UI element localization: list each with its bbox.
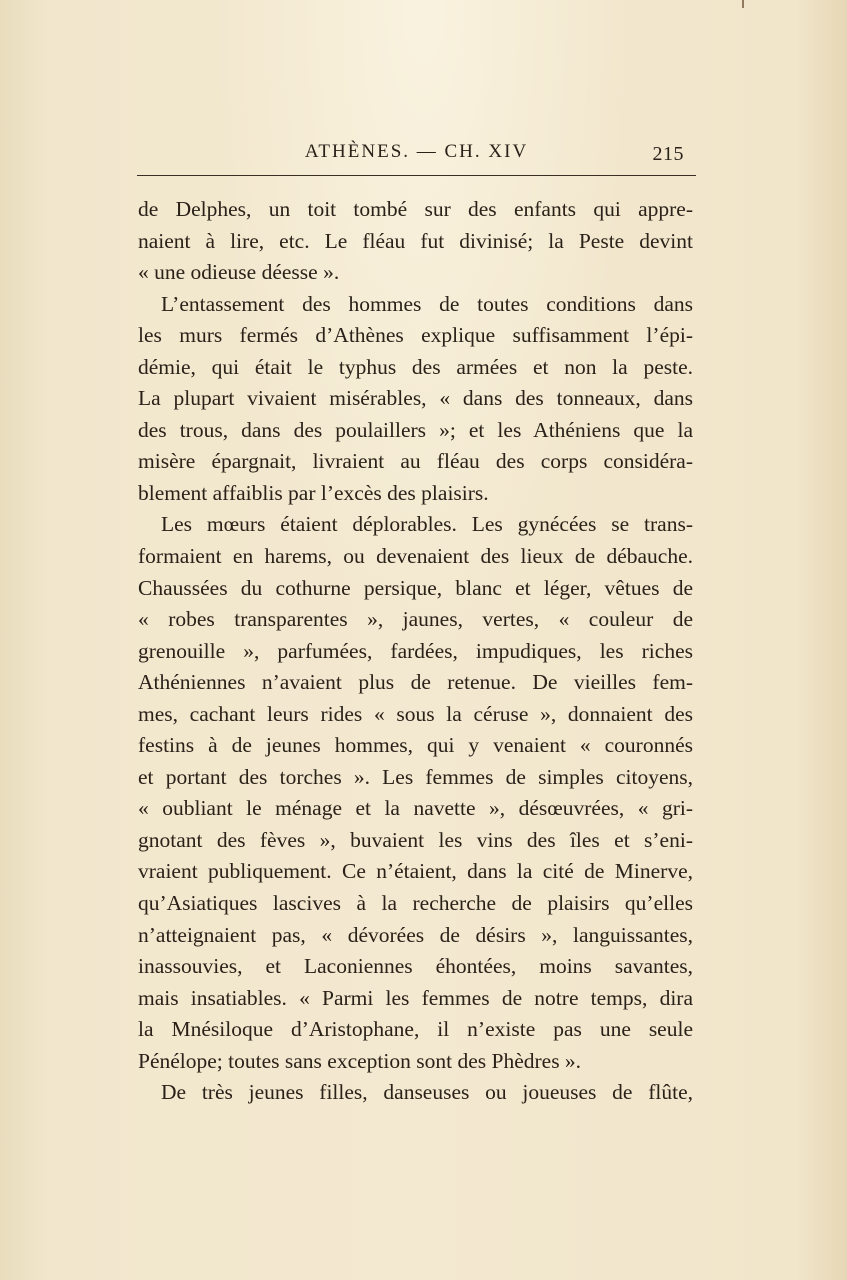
- text-line: mais insatiables. « Parmi les femmes de notre temps, dira: [138, 985, 693, 1010]
- text-line: naient à lire, etc. Le fléau fut divinisé; la Peste devint: [138, 228, 693, 253]
- text-line: Athéniennes n’avaient plus de retenue. De vieilles fem-: [138, 670, 693, 695]
- text-line: n’atteignaient pas, « dévorées de désirs », languissantes,: [138, 922, 693, 947]
- text-line: qu’Asiatiques lascives à la recherche de plaisirs qu’elles: [138, 891, 693, 916]
- page-edge-mark: [742, 0, 744, 8]
- header-rule: [137, 175, 696, 176]
- text-line: démie, qui était le typhus des armées et non la peste.: [138, 354, 693, 379]
- text-line: La plupart vivaient misérables, « dans des tonneaux, dans: [138, 386, 693, 411]
- text-line: inassouvies, et Laconiennes éhontées, moins savantes,: [138, 954, 693, 979]
- body-text: [138, 194, 693, 1109]
- text-line: vraient publiquement. Ce n’étaient, dans la cité de Minerve,: [138, 859, 693, 884]
- text-line: les murs fermés d’Athènes explique suffisamment l’épi-: [138, 323, 693, 348]
- text-line: la Mnésiloque d’Aristophane, il n’existe pas une seule: [138, 1017, 693, 1042]
- text-line: formaient en harems, ou devenaient des lieux de débauche.: [138, 544, 693, 569]
- text-line: grenouille », parfumées, fardées, impudiques, les riches: [138, 638, 693, 663]
- text-line: De très jeunes filles, danseuses ou joueuses de flûte,: [161, 1080, 693, 1105]
- text-line: Chaussées du cothurne persique, blanc et léger, vêtues de: [138, 575, 693, 600]
- text-line: blement affaiblis par l’excès des plaisirs.: [138, 480, 489, 505]
- text-line: « robes transparentes », jaunes, vertes, « couleur de: [138, 607, 693, 632]
- text-line: gnotant des fèves », buvaient les vins des îles et s’eni-: [138, 827, 693, 852]
- text-line: Pénélope; toutes sans exception sont des Phèdres ».: [138, 1048, 582, 1073]
- text-line: Les mœurs étaient déplorables. Les gynécées se trans-: [161, 512, 693, 537]
- text-line: misère épargnait, livraient au fléau des corps considéra-: [138, 449, 693, 474]
- running-title: ATHÈNES. — CH. XIV: [304, 141, 529, 162]
- text-line: « une odieuse déesse ».: [138, 260, 340, 285]
- text-line: de Delphes, un toit tombé sur des enfants qui appre-: [138, 197, 693, 221]
- text-line: L’entassement des hommes de toutes conditions dans: [161, 291, 693, 316]
- text-line: festins à de jeunes hommes, qui y venaient « couronnés: [138, 733, 693, 758]
- text-line: des trous, dans des poulaillers »; et les Athéniens que la: [138, 417, 693, 442]
- text-line: mes, cachant leurs rides « sous la céruse », donnaient des: [138, 701, 693, 726]
- running-head: [137, 139, 696, 165]
- text-line: et portant des torches ». Les femmes de simples citoyens,: [138, 764, 693, 789]
- page-number: 215: [652, 143, 684, 165]
- text-line: « oubliant le ménage et la navette », désœuvrées, « gri-: [138, 796, 693, 821]
